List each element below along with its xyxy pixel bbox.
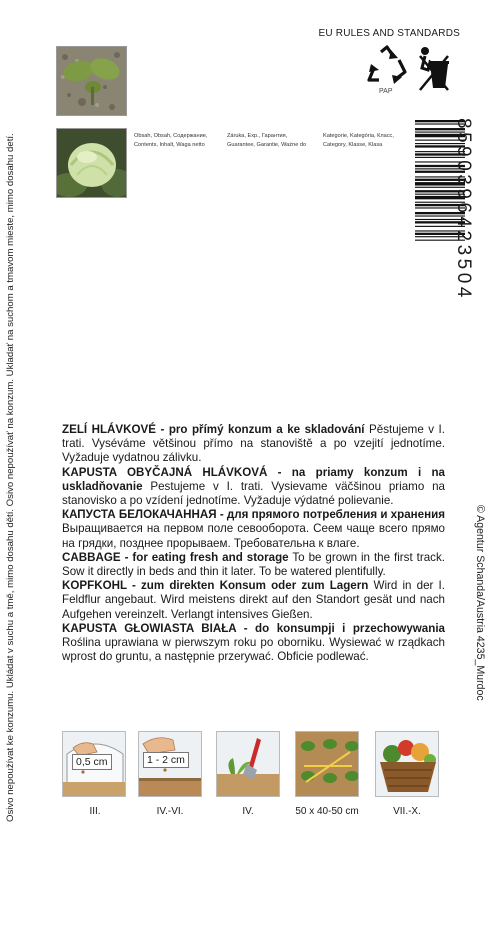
sowing-outdoor-icon (138, 731, 202, 797)
description-de: KOPFKOHL - zum direkten Konsum oder zum Lagern Wird in der I. Feldflur angebaut. Wird meistens direkt auf den Standort gesät und nach Aufgehen vereinzelt. Verlangt intensives Gießen. (62, 579, 445, 621)
barcode-number: 8590396423504 (453, 118, 474, 301)
month-label-2: IV.-VI. (156, 806, 184, 817)
spacing-icon (295, 731, 359, 797)
copyright-text: © Agentur Schanda/Austria 4235_Murdoc (474, 505, 486, 701)
description-sk: KAPUSTA OBYČAJNÁ HLÁVKOVÁ - na priamy konzum i na uskladňovanie Pestujeme v I. trati. Vysievame väčšinou priamo na stanovisko a po vzídení jednotíme. Vyžaduje výdatné polievanie. (62, 465, 445, 508)
spacing-label: 50 x 40-50 cm (295, 806, 359, 817)
category-label: Kategorie, Kategória, Класс, Category, Klasse, Klasa (323, 133, 394, 148)
month-label-1: III. (89, 806, 101, 817)
month-label-5: VII.-X. (393, 806, 421, 817)
cabbage-photo (56, 128, 127, 198)
seedling-photo (56, 46, 127, 116)
guarantee-label: Záruka, Exp., Гарантия, Guarantee, Garantie, Ważne do (227, 133, 307, 148)
transplanting-icon (216, 731, 280, 797)
description-en: CABBAGE - for eating fresh and storage To be grown in the first track. Sow it directly in beds and thin it later. To be watered plentifully. (62, 550, 445, 579)
trash-bin-icon (416, 44, 452, 92)
description-pl: KAPUSTA GŁOWIASTA BIAŁA - do konsumpji i przechowywania Roślina uprawiana w pierwszym roku po oborniku. Wysiewać w rządkach wprost do gruntu, a następnie przerywać. Obficie podlewać. (62, 621, 445, 664)
month-label-3: IV. (242, 806, 254, 817)
description-cz: ZELÍ HLÁVKOVÉ - pro přímý konzum a ke skladování Pěstujeme v I. trati. Vyséváme většinou přímo na stanoviště a po vzejití jednotíme. Vyžaduje vydatnou zálivku. (62, 423, 445, 465)
sowing-depth-tag: 1 - 2 cm (143, 752, 189, 768)
sowing-greenhouse-icon (62, 731, 126, 797)
side-warning-text: Osivo nepoužívat ke konzumu. Ukládat v suchu a tmě, mimo dosahu dětí. Osivo nepoužívať na konzum. Ukladať na suchom a tmavom mieste, mimo dosahu detí. (5, 133, 16, 822)
description-ru: КАПУСТА БЕЛОКАЧАННАЯ - для прямого потребления и хранения Выращивается на первом поле севооборота. Сеем чаще всего прямо на грядки, позднее прорываем. Требовательна к влаге. (62, 508, 445, 550)
harvest-basket-icon (375, 731, 439, 797)
pap-label: PAP (379, 88, 393, 95)
eu-rules-label: EU RULES AND STANDARDS (318, 28, 460, 39)
contents-label: Obsah, Obsah, Содержание, Contents, Inhalt, Waga netto (134, 133, 208, 148)
description-block (62, 423, 445, 664)
sowing-depth-tag: 0,5 cm (72, 754, 112, 770)
recycle-icon (365, 44, 409, 88)
